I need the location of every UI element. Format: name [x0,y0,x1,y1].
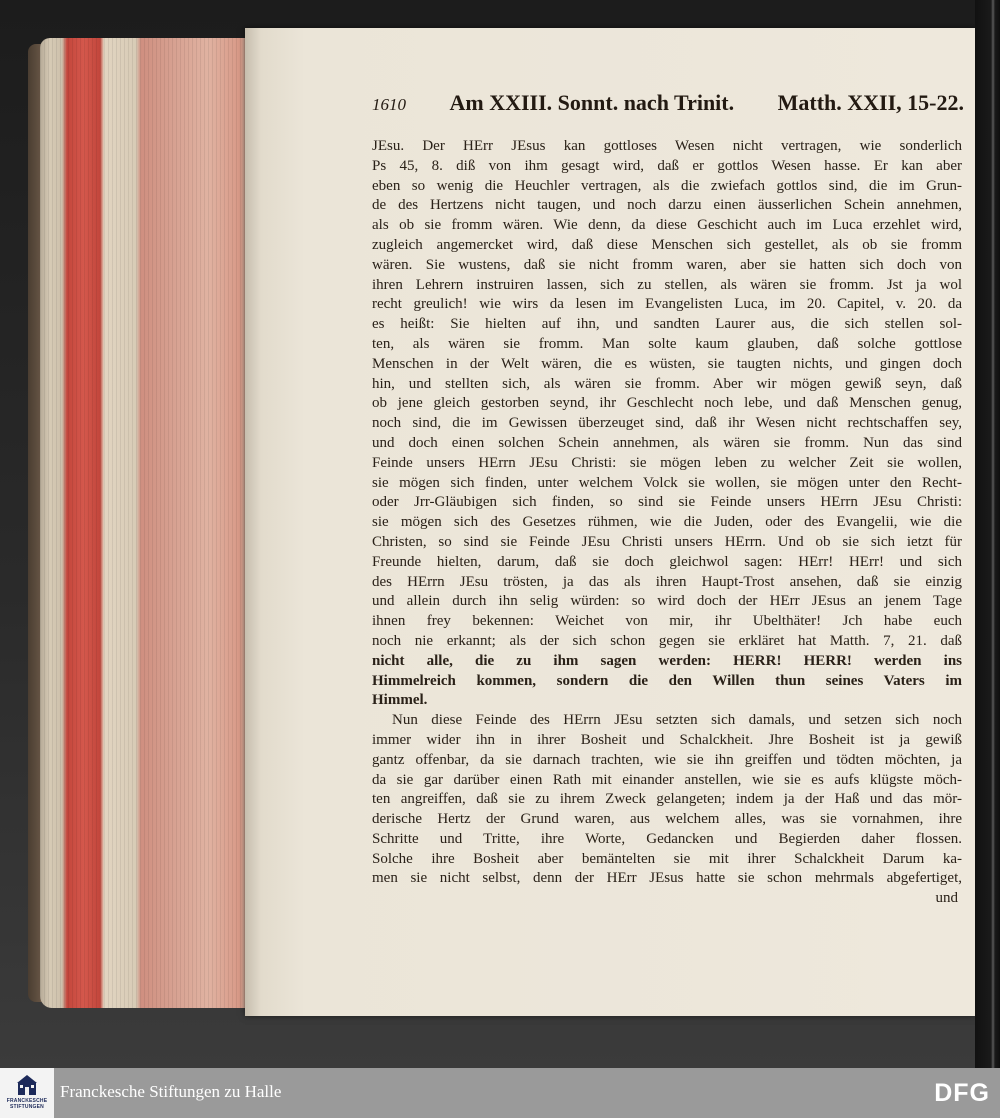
text-line: Ps 45, 8. diß von ihm gesagt wird, daß er gottlos Wesen hasse. Er kan aber [372,157,962,174]
catchword: und [935,890,958,907]
text-line: eben so wenig die Heuchler vertragen, als die zwiefach gottlos sind, die im Grun- [372,177,962,194]
text-line: recht greulich! wie wirs da lesen im Evangelisten Luca, im 20. Capitel, v. 20. da [372,296,962,313]
text-line: nicht alle, die zu ihm sagen werden: HERR! HERR! werden ins [372,652,962,669]
text-line: da sie gar darüber einen Rath mit einander anstellen, wie sie es aufs klügste möch- [372,771,962,788]
text-line: sie mögen sich des Gesetzes rühmen, wie die Juden, oder des Evangelii, wie die [372,514,962,531]
text-line: Schritte und Tritte, ihre Worte, Gedancken und Begierden daher flossen. [372,830,962,847]
text-line: Freunde hielten, darum, daß sie doch gleichwol sagen: HErr! HErr! und sich [372,553,962,570]
text-line: als ob sie fromm wären. Wie denn, da diese Geschicht auch im Luca erzehlet wird, [372,217,962,234]
text-line: Himmelreich kommen, sondern die den Willen thun seines Vaters im [372,672,962,689]
text-line: noch sind, die im Gewissen überzeuget sind, daß ihr Wesen nicht rechtschaffen sey, [372,415,962,432]
viewer-footer [0,1068,1000,1118]
text-line: des HErrn JEsu trösten, ja das als ihren Haupt-Trost ansehen, daß sie einzig [372,573,962,590]
text-line: Himmel. [372,692,428,709]
text-line: men sie nicht selbst, denn der HErr JEsus hatte sie schon mehrmals abgefertiget, [372,870,962,887]
text-line: immer wider ihn in ihrer Bosheit und Schalckheit. Jhre Bosheit ist ja gewiß [372,731,962,748]
text-line: und allein durch ihn selig würden: so wird doch der HErr JEsus an jenem Tage [372,593,962,610]
text-line: derische Hertz der Grund waren, aus welchem alles, was sie vornahmen, ihre [372,811,962,828]
text-line: zugleich angemercket wird, daß diese Menschen sich gestellet, als ob sie fromm [372,236,962,253]
page-edges [40,38,250,1008]
running-head [372,90,964,116]
facing-page-edge [975,0,1000,1068]
text-line: Feinde unsers HErrn JEsu Christi: sie mögen leben zu welcher Zeit sie wollen, [372,454,962,471]
text-line: noch nie erkannt; als der sich schon gegen sie erkläret hat Matth. 7, 21. daß [372,632,962,649]
text-line: Nun diese Feinde des HErrn JEsu setzten sich damals, und setzen sich noch [392,712,962,729]
text-line: Christen, so sind sie Feinde JEsu Christi unsers HErrn. Und ob sie sich ietzt für [372,533,962,550]
running-title: Am XXIII. Sonnt. nach Trinit. [449,90,735,115]
text-line: hin, und stellten sich, als wären sie fromm. Aber wir mögen gewiß seyn, daß [372,375,962,392]
text-line: sie mögen sich finden, unter welchem Volck sie wollen, sie mögen unter den Recht- [372,474,962,491]
logo-text: FRANCKESCHE STIFTUNGEN [6,1098,48,1110]
text-line: JEsu. Der HErr JEsus kan gottloses Wesen nicht vertragen, wie sonderlich [372,138,962,154]
text-line: ten, als wären sie fromm. Man solte kaum glauben, daß solche gottlose [372,335,962,352]
page-number: 1610 [372,95,406,114]
text-line: gantz offenbar, da sie darnach trachten, wie sie ihn greiffen und tödten möchten, ja [372,751,962,768]
text-line: Solche ihre Bosheit aber bemäntelten sie mit ihrer Schalckheit Darum ka- [372,850,962,867]
franckesche-stiftungen-emblem-icon [15,1073,39,1097]
text-line: ihnen frey bekennen: Weichet von mir, ihr Ubelthäter! Jch habe euch [372,613,962,630]
institution-logo[interactable] [0,1068,54,1118]
text-line: Menschen in der Welt wären, die es wüsten, sie taugten nichts, und gingen doch [372,355,962,372]
dfg-logo[interactable]: DFG [934,1079,990,1107]
text-line: de des Hertzens nicht taugen, und noch darzu einen äusserlichen Schein annehmen, [372,197,962,214]
text-line: ten angreiffen, daß sie zu ihrem Zweck gelangeten; indem ja der Haß und das mör- [372,791,962,808]
text-line: oder Jrr-Gläubigen sich finden, so sind sie Feinde unsers HErrn JEsu Christi: [372,494,962,511]
text-line: und doch einen solchen Schein annehmen, als wären sie fromm. Nun das sind [372,434,962,451]
body-text [372,137,962,909]
text-line: ob jene gleich gestorben seynd, ihr Geschlecht noch lebe, und daß Menschen genug, [372,395,962,412]
bible-reference: Matth. XXII, 15-22. [777,90,964,115]
text-line: es heißt: Sie hielten auf ihn, und sandten Laurer aus, die sich stellen sol- [372,316,962,333]
institution-name[interactable]: Franckesche Stiftungen zu Halle [60,1082,282,1101]
text-line: ihren Lehrern instruiren lassen, sich zu stellen, als wären sie fromm. Jst ja wol [372,276,962,293]
text-line: wären. Sie wustens, daß sie nicht fromm waren, aber sie hatten sich doch von [372,256,962,273]
